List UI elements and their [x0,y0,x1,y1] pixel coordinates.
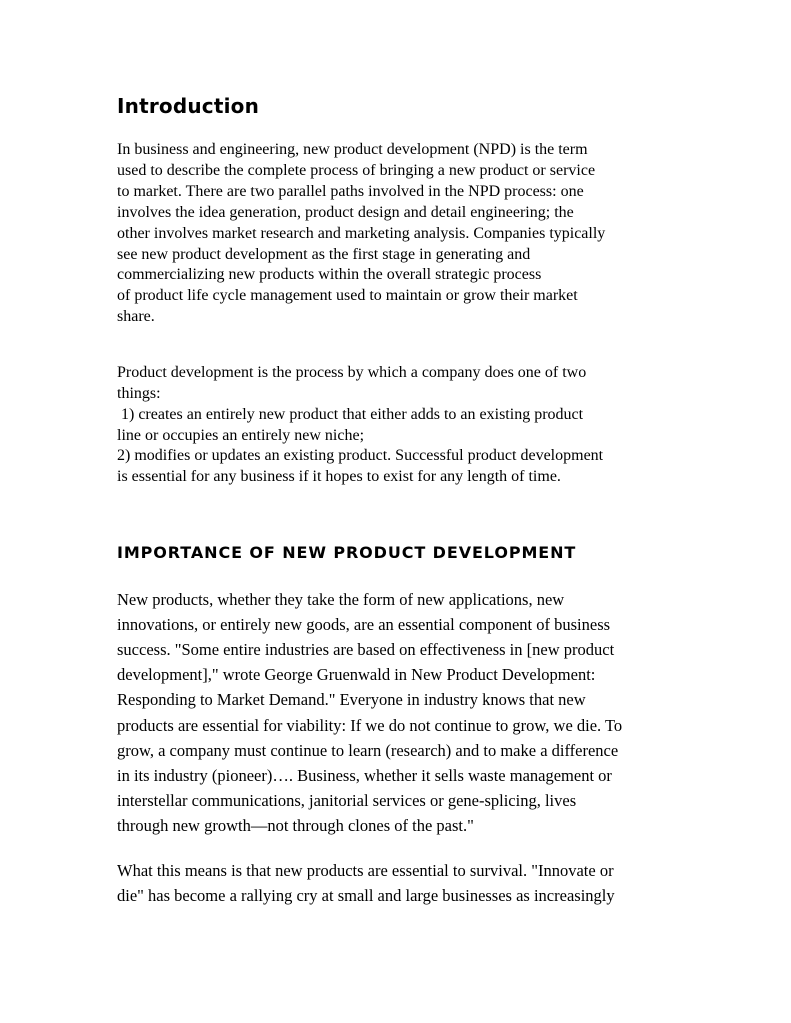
text-line: see new product development as the first stage in generating and [117,246,531,263]
text-line: interstellar communications, janitorial services or gene-splicing, lives [117,791,577,810]
text-line: through new growth—not through clones of the past." [117,816,474,835]
text-line: Product development is the process by which a company does one of two [117,364,587,381]
text-line: success. "Some entire industries are based on effectiveness in [new product [117,640,615,659]
text-line: commercializing new products within the overall strategic process [117,266,542,283]
text-line: innovations, or entirely new goods, are an essential component of business [117,615,611,634]
text-line: of product life cycle management used to maintain or grow their market [117,287,578,304]
list-item: 2) modifies or updates an existing product. Successful product development [117,447,604,464]
text-line: products are essential for viability: If we do not continue to grow, we die. To [117,716,623,735]
text-line: Responding to Market Demand." Everyone in industry knows that new [117,690,586,709]
text-line: development]," wrote George Gruenwald in New Product Development: [117,665,596,684]
text-line: used to describe the complete process of bringing a new product or service [117,162,596,179]
text-line: share. [117,308,155,325]
text-line: line or occupies an entirely new niche; [117,427,365,444]
text-line: die" has become a rallying cry at small and large businesses as increasingly [117,886,615,905]
text-line: other involves market research and marketing analysis. Companies typically [117,225,606,242]
text-line: New products, whether they take the form of new applications, new [117,590,565,609]
text-line: In business and engineering, new product development (NPD) is the term [117,141,588,158]
text-line: grow, a company must continue to learn (research) and to make a difference [117,741,619,760]
section-heading-importance: IMPORTANCE OF NEW PRODUCT DEVELOPMENT [117,543,577,562]
text-line: to market. There are two parallel paths involved in the NPD process: one [117,183,584,200]
text-line: is essential for any business if it hopes to exist for any length of time. [117,468,561,485]
text-line: things: [117,385,161,402]
text-line: in its industry (pioneer)…. Business, whether it sells waste management or [117,766,612,785]
text-line: involves the idea generation, product design and detail engineering; the [117,204,574,221]
section-heading-introduction: Introduction [117,94,260,118]
text-line: What this means is that new products are essential to survival. "Innovate or [117,861,614,880]
list-item: 1) creates an entirely new product that either adds to an existing product [117,406,584,423]
